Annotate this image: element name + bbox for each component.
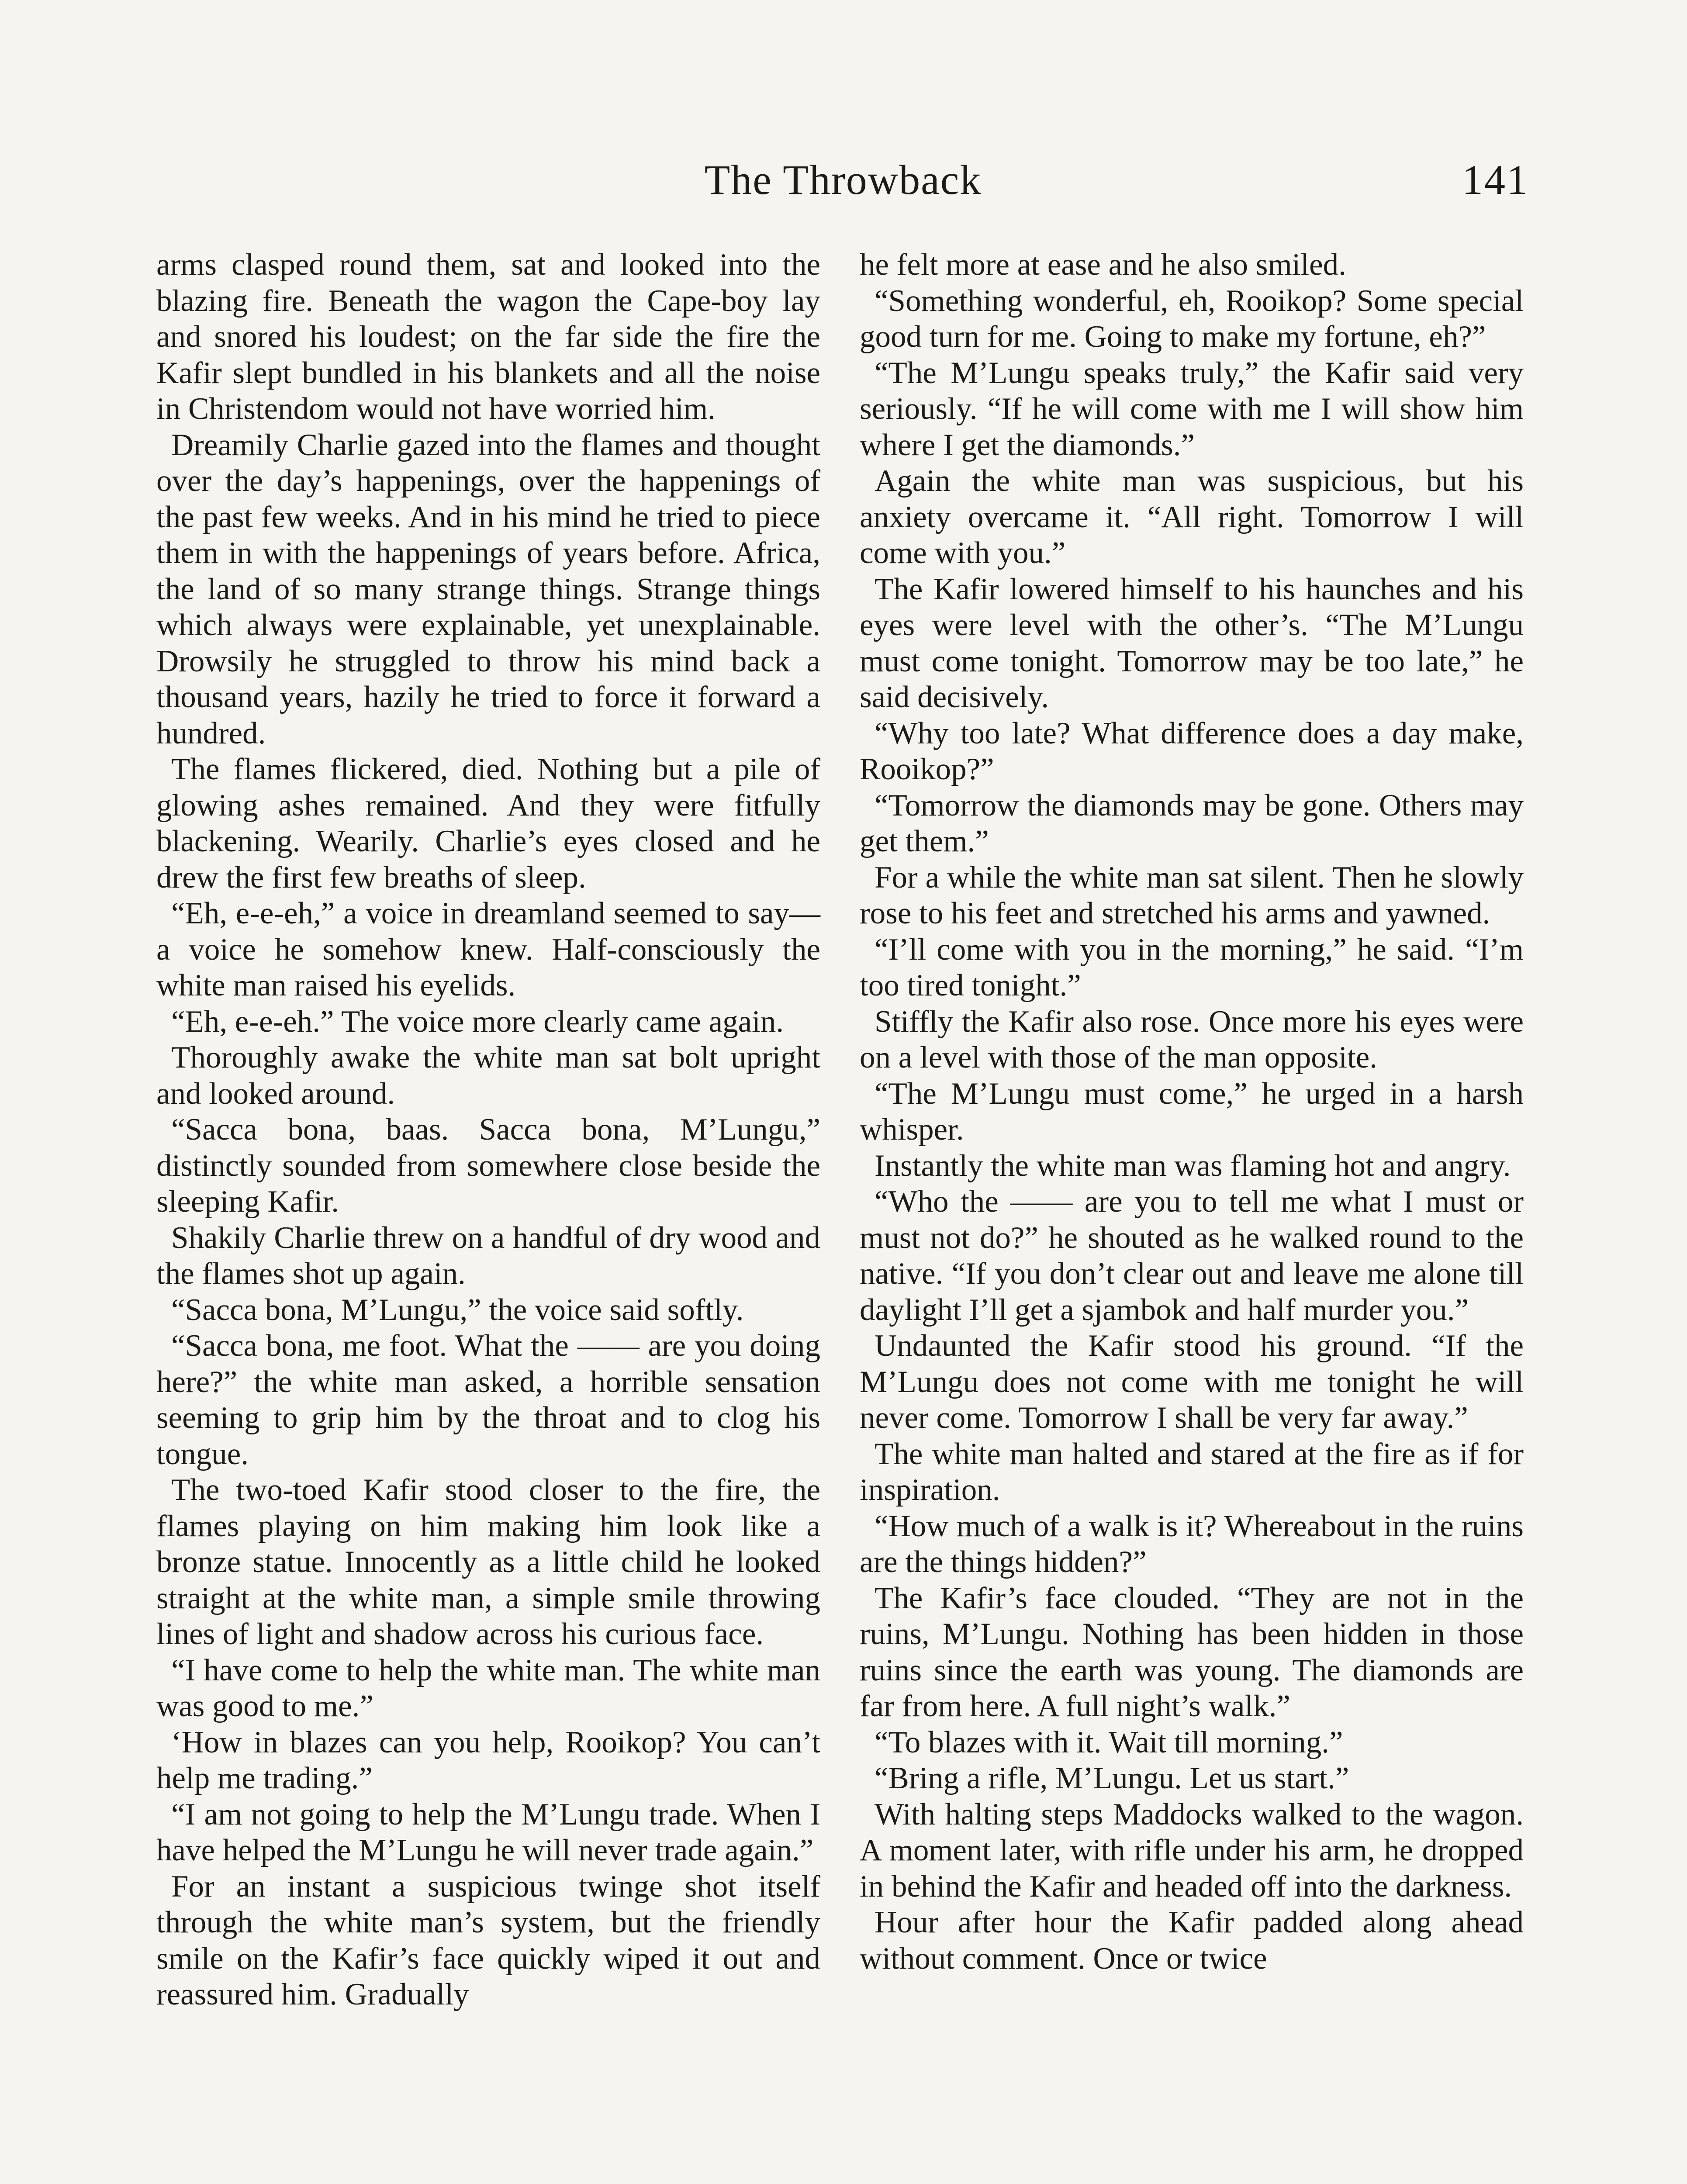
paragraph: “How much of a walk is it? Whereabout in the ruins are the things hidden?” xyxy=(860,1509,1524,1579)
paragraph: “Sacca bona, M’Lungu,” the voice said softly. xyxy=(171,1292,744,1327)
paragraph: Hour after hour the Kafir padded along ahead without comment. Once or twice xyxy=(860,1905,1524,1976)
running-title: The Throwback xyxy=(704,156,982,203)
paragraph: Instantly the white man was flaming hot and angry. xyxy=(875,1148,1511,1183)
paragraph: The Kafir’s face clouded. “They are not in the ruins, M’Lungu. Nothing has been hidden in those ruins since the earth was young. The diamonds are far from here. A full night’s walk.” xyxy=(860,1581,1524,1723)
paragraph: Undaunted the Kafir stood his ground. “If the M’Lungu does not come with me tonight he will never come. Tomorrow I shall be very far away.” xyxy=(860,1329,1524,1435)
paragraph: Again the white man was suspicious, but his anxiety overcame it. “All right. Tomorrow I will come with you.” xyxy=(860,464,1524,570)
paragraph: “Something wonderful, eh, Rooikop? Some special good turn for me. Going to make my fortune, eh?” xyxy=(860,283,1524,354)
paragraph: The flames flickered, died. Nothing but a pile of glowing ashes remained. And they were fitfully blackening. Wearily. Charlie’s eyes closed and he drew the first few breaths of sleep. xyxy=(156,752,820,895)
paragraph: ‘How in blazes can you help, Rooikop? You can’t help me trading.” xyxy=(156,1725,820,1795)
paragraph: “Sacca bona, baas. Sacca bona, M’Lungu,” distinctly sounded from somewhere close beside the sleeping Kafir. xyxy=(156,1113,820,1219)
paragraph: With halting steps Maddocks walked to the wagon. A moment later, with rifle under his arm, he dropped in behind the Kafir and headed off into the darkness. xyxy=(860,1797,1524,1904)
paragraph: Thoroughly awake the white man sat bolt upright and looked around. xyxy=(156,1040,820,1111)
paragraph: “I’ll come with you in the morning,” he said. “I’m too tired tonight.” xyxy=(860,932,1524,1002)
paragraph: “I have come to help the white man. The white man was good to me.” xyxy=(156,1653,820,1723)
paragraph: “Bring a rifle, M’Lungu. Let us start.” xyxy=(875,1761,1349,1795)
paragraph: “Eh, e-e-eh.” The voice more clearly came again. xyxy=(171,1004,784,1039)
paragraph: “Who the —— are you to tell me what I must or must not do?” he shouted as he walked round to the native. “If you don’t clear out and leave me alone till daylight I’ll get a sjambok and half murder you.” xyxy=(860,1185,1524,1327)
paragraph: “Eh, e-e-eh,” a voice in dreamland seemed to say—a voice he somehow knew. Half-consciously the white man raised his eyelids. xyxy=(156,896,820,1002)
paragraph: he felt more at ease and he also smiled. xyxy=(860,248,1346,282)
paragraph: “The M’Lungu speaks truly,” the Kafir said very seriously. “If he will come with me I will show him where I get the diamonds.” xyxy=(860,356,1524,462)
page-number: 141 xyxy=(1462,156,1529,203)
paragraph: For a while the white man sat silent. Then he slowly rose to his feet and stretched his arms and yawned. xyxy=(860,860,1524,930)
paragraph: “To blazes with it. Wait till morning.” xyxy=(875,1725,1343,1759)
paragraph: The Kafir lowered himself to his haunches and his eyes were level with the other’s. “The M’Lungu must come tonight. Tomorrow may be too late,” he said decisively. xyxy=(860,572,1524,714)
left-column xyxy=(156,247,820,2013)
paragraph: arms clasped round them, sat and looked into the blazing fire. Beneath the wagon the Cape-boy lay and snored his loudest; on the far side the fire the Kafir slept bundled in his blankets and all the noise in Christendom would not have worried him. xyxy=(156,248,820,426)
paragraph: Dreamily Charlie gazed into the flames and thought over the day’s happenings, over the happenings of the past few weeks. And in his mind he tried to piece them in with the happenings of years before. Africa, the land of so many strange things. Strange things which always were explainable, yet unexplainable. Drowsily he struggled to throw his mind back a thousand years, hazily he tried to force it forward a hundred. xyxy=(156,428,820,750)
paragraph: Stiffly the Kafir also rose. Once more his eyes were on a level with those of the man opposite. xyxy=(860,1004,1524,1075)
paragraph: “I am not going to help the M’Lungu trade. When I have helped the M’Lungu he will never trade again.” xyxy=(156,1797,820,1867)
paragraph: For an instant a suspicious twinge shot itself through the white man’s system, but the friendly smile on the Kafir’s face quickly wiped it out and reassured him. Gradually xyxy=(156,1869,820,2011)
right-column xyxy=(860,247,1524,1977)
paragraph: “Why too late? What difference does a day make, Rooikop?” xyxy=(860,716,1524,786)
paragraph: The white man halted and stared at the fire as if for inspiration. xyxy=(860,1437,1524,1507)
paragraph: “Sacca bona, me foot. What the —— are you doing here?” the white man asked, a horrible sensation seeming to grip him by the throat and to clog his tongue. xyxy=(156,1329,820,1471)
paragraph: The two-toed Kafir stood closer to the fire, the flames playing on him making him look like a bronze statue. Innocently as a little child he looked straight at the white man, a simple smile throwing lines of light and shadow across his curious face. xyxy=(156,1473,820,1651)
paragraph: “Tomorrow the diamonds may be gone. Others may get them.” xyxy=(860,788,1524,858)
paragraph: “The M’Lungu must come,” he urged in a harsh whisper. xyxy=(860,1076,1524,1147)
paragraph: Shakily Charlie threw on a handful of dry wood and the flames shot up again. xyxy=(156,1220,820,1291)
running-head xyxy=(157,154,1529,206)
